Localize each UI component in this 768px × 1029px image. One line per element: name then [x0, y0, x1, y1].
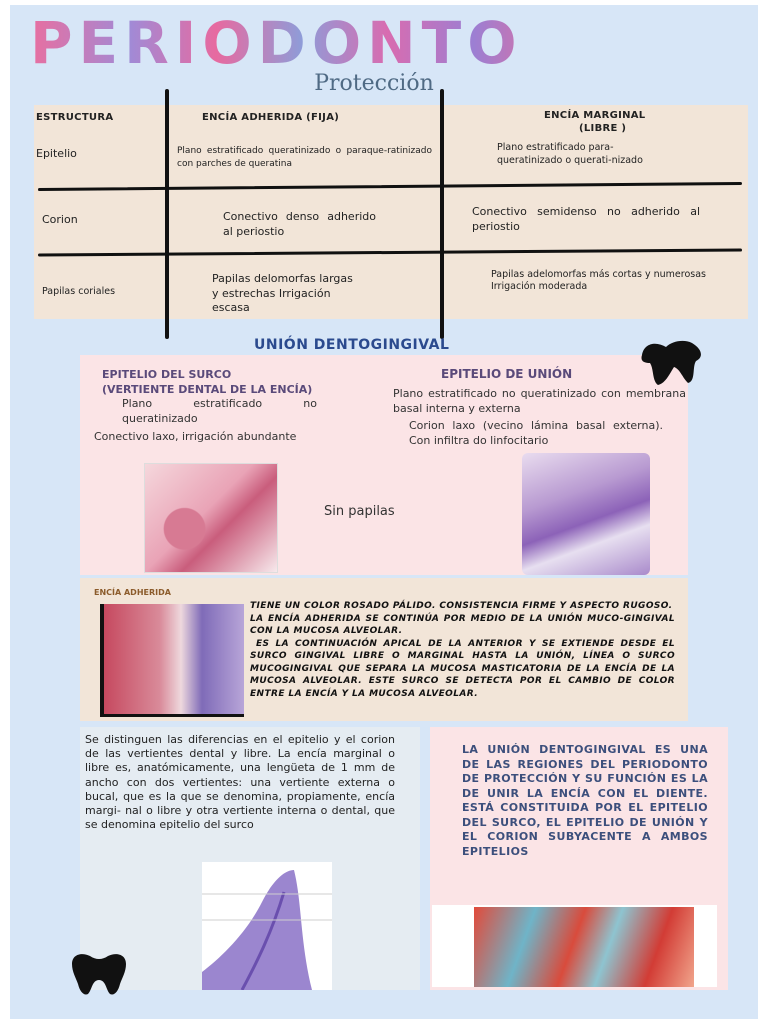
encia-adherida-label: ENCÍA ADHERIDA	[94, 588, 171, 597]
histology-marginal-frame	[202, 862, 332, 990]
histology-adherida-image	[100, 604, 244, 717]
poster-subtitle: Protección	[314, 71, 434, 96]
sin-papilas: Sin papilas	[324, 504, 395, 519]
molar-icon	[68, 950, 130, 998]
tooth-icon	[636, 337, 706, 387]
histology-summary-image	[474, 907, 694, 987]
comparison-table	[34, 105, 748, 319]
encia-adherida-description	[250, 600, 675, 700]
adherida-p1: TIENE UN COLOR ROSADO PÁLIDO. CONSISTENCIA FIRME Y ASPECTO RUGOSO.	[250, 601, 673, 611]
union-corion-desc: Corion laxo (vecino lámina basal externa). Con infiltra do linfocitario	[409, 419, 663, 447]
union-panel	[80, 355, 688, 575]
table-divider-v2	[440, 89, 444, 339]
surco-corion: Conectivo laxo, irrigación abundante	[94, 430, 297, 443]
row-corion-label: Corion	[42, 213, 78, 226]
surco-subtitle: (VERTIENTE DENTAL DE LA ENCÍA)	[102, 383, 313, 396]
poster-title: PERIODONTO	[30, 13, 745, 73]
encia-marginal-text: Se distinguen las diferencias en el epitelio y el corion de las vertientes dental y libre. La encía marginal o libre es, anatómicamente, una lengüeta de 1 mm de ancho con dos vertientes: una vertiente externa o bucal, que es la que se denomina, propiamente, encía margi- nal o libre y otra vertiente interna o dental, que se denomina epitelio del surco	[85, 733, 395, 832]
row-corion-adherida: Conectivo denso adherido al periostio	[223, 210, 376, 238]
header-encia-adherida: ENCÍA ADHERIDA (FIJA)	[202, 112, 340, 123]
row-epitelio-marginal: Plano estratificado para-queratinizado o querati-nizado	[497, 142, 643, 166]
union-epitelio-title: EPITELIO DE UNIÓN	[441, 367, 573, 381]
histology-marginal-image	[202, 862, 332, 990]
union-summary-panel	[430, 727, 728, 990]
adherida-p2: LA ENCÍA ADHERIDA SE CONTINÚA POR MEDIO DE LA UNIÓN MUCO-GINGIVAL CON LA MUCOSA ALVEOLAR.	[250, 613, 675, 636]
table-divider-h2	[38, 249, 742, 257]
histology-union-image	[522, 453, 650, 575]
surco-epitelio: Plano estratificado no queratinizado	[122, 397, 317, 425]
header-encia-marginal-sub: (LIBRE )	[579, 123, 627, 134]
header-estructura: ESTRUCTURA	[36, 112, 114, 123]
table-divider-v1	[165, 89, 169, 339]
union-summary-text: LA UNIÓN DENTOGINGIVAL ES UNA DE LAS REGIONES DEL PERIODONTO DE PROTECCIÓN Y SU FUNCIÓN ES LA DE UNIR LA ENCÍA CON EL DIENTE. ESTÁ CONSTITUIDA POR EL EPITELIO DEL SURCO, EL EPITELIO DE UNIÓN Y EL CORION SUBYACENTE A AMBOS EPITELIOS	[462, 743, 708, 858]
encia-marginal-panel	[80, 727, 420, 990]
adherida-p3: ES LA CONTINUACIÓN APICAL DE LA ANTERIOR Y SE EXTIENDE DESDE EL SURCO GINGIVAL LIBRE O MARGINAL HASTA LA UNIÓN, LÍNEA O SURCO MUCOGINGIVAL QUE SEPARA LA MUCOSA MASTICATORIA DE LA ENCÍA DE LA MUCOSA ALVEOLAR. ESTE SURCO SE DETECTA POR EL CAMBIO DE COLOR ENTRE LA ENCÍA Y LA MUCOSA ALVEOLAR.	[250, 638, 675, 699]
row-epitelio-label: Epitelio	[36, 147, 77, 160]
poster	[10, 5, 758, 1019]
table-divider-h1	[38, 182, 742, 191]
row-epitelio-adherida: Plano estratificado queratinizado o paraque-ratinizado con parches de queratina	[177, 146, 432, 169]
surco-title: EPITELIO DEL SURCO	[102, 368, 232, 381]
row-papilas-label: Papilas coriales	[42, 286, 116, 297]
encia-adherida-panel	[80, 578, 688, 721]
row-papilas-marginal: Papilas adelomorfas más cortas y numerosas Irrigación moderada	[491, 269, 706, 292]
histology-surco-image	[144, 463, 278, 573]
header-encia-marginal: ENCÍA MARGINAL	[544, 110, 646, 121]
histology-summary-frame	[432, 905, 717, 987]
union-epitelio-desc: Plano estratificado no queratinizado con membrana basal interna y externa	[393, 387, 686, 415]
row-corion-marginal: Conectivo semidenso no adherido al periostio	[472, 205, 700, 233]
row-papilas-adherida: Papilas delomorfas largas y estrechas Irrigación escasa	[212, 272, 353, 314]
union-section-title: UNIÓN DENTOGINGIVAL	[254, 337, 450, 353]
